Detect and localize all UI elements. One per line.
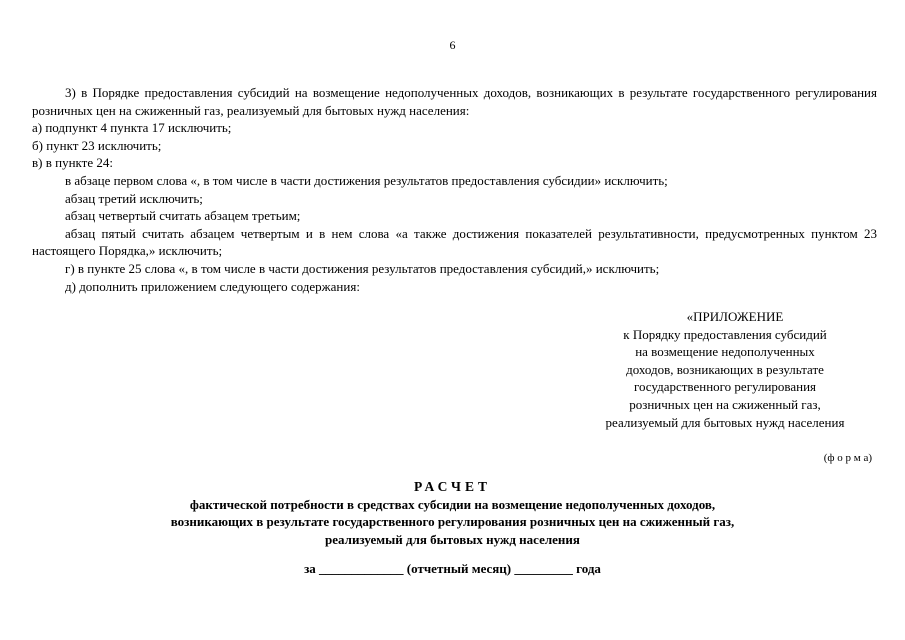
annex-line: к Порядку предоставления субсидий xyxy=(623,326,827,342)
document-subtitle-line: фактической потребности в средствах субсидии на возмещение недополученных доходов, xyxy=(189,496,716,512)
annex-line: доходов, возникающих в результате xyxy=(626,361,824,377)
paragraph-subitem-v: в) в пункте 24: xyxy=(32,155,113,171)
amendment-text xyxy=(32,84,877,295)
paragraph-abzac-third: абзац третий исключить; xyxy=(65,190,203,206)
page-number: 6 xyxy=(449,38,456,52)
annex-line: государственного регулирования xyxy=(633,379,817,395)
annex-line: розничных цен на сжиженный газ, xyxy=(629,396,821,412)
reporting-period-line: за _____________ (отчетный месяц) _________ года xyxy=(304,561,601,576)
paragraph-item-3: 3) в Порядке предоставления субсидий на возмещение недополученных доходов, возникающих в результате государственного регулирования розничных цен на сжиженный газ, реализуемый для бытовых нужд населения: xyxy=(32,85,877,118)
paragraph-subitem-a: а) подпункт 4 пункта 17 исключить; xyxy=(32,120,232,136)
annex-title: «ПРИЛОЖЕНИЕ xyxy=(686,309,784,324)
document-subtitle-line: возникающих в результате государственного регулирования розничных цен на сжиженный газ, xyxy=(170,514,735,529)
document-title: РАСЧЕТ xyxy=(414,479,491,494)
annex-line: реализуемый для бытовых нужд населения xyxy=(605,414,845,430)
paragraph-abzac-first: в абзаце первом слова «, в том числе в части достижения результатов предоставления субсидии» исключить; xyxy=(65,172,668,188)
annex-header xyxy=(575,308,875,431)
form-label: (ф о р м а) xyxy=(823,452,872,464)
paragraph-subitem-b: б) пункт 23 исключить; xyxy=(32,137,162,153)
paragraph-abzac-fourth: абзац четвертый считать абзацем третьим; xyxy=(65,208,301,224)
annex-line: на возмещение недополученных xyxy=(635,344,815,360)
document-title-block xyxy=(0,478,905,548)
paragraph-subitem-d: д) дополнить приложением следующего содержания: xyxy=(65,278,360,294)
paragraph-abzac-fifth: абзац пятый считать абзацем четвертым и в нем слова «а также достижения показателей результативности, предусмотренных пунктом 23 настоящего Порядка,» исключить; xyxy=(32,225,877,259)
document-subtitle-line: реализуемый для бытовых нужд населения xyxy=(325,531,580,547)
paragraph-subitem-g: г) в пункте 25 слова «, в том числе в части достижения результатов предоставления субсидий,» исключить; xyxy=(65,260,660,276)
